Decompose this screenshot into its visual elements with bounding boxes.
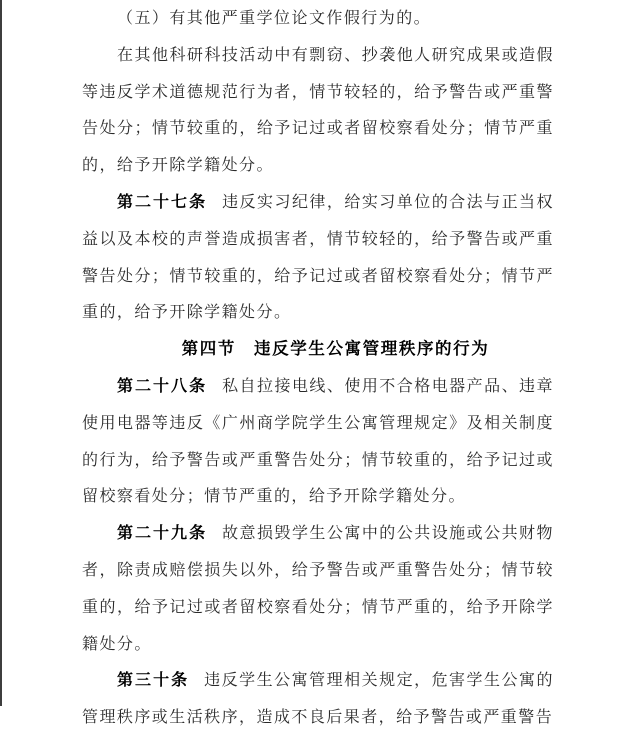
section-heading: 第四节 违反学生公寓管理秩序的行为 <box>181 339 490 359</box>
paragraph-list-item-5 <box>82 0 554 37</box>
article-number: 第二十八条 <box>117 375 208 395</box>
paragraph-article-27 <box>82 184 554 331</box>
article-number: 第二十七条 <box>117 191 208 211</box>
paragraph-text: 违反实习纪律，给实习单位的合法与正当权益以及本校的声誉造成损害者，情节较轻的，给予警告或严重警告处分；情节较重的，给予记过或者留校察看处分；情节严重的，给予开除学籍处分。 <box>82 191 554 322</box>
paragraph-academic-misconduct <box>82 37 554 184</box>
window-left-edge <box>0 0 2 706</box>
paragraph-article-30 <box>82 662 554 736</box>
paragraph-article-29 <box>82 515 554 662</box>
paragraph-text: 私自拉接电线、使用不合格电器产品、违章使用电器等违反《广州商学院学生公寓管理规定》及相关制度的行为，给予警告或严重警告处分；情节较重的，给予记过或留校察看处分；情节严重的，给予开除学籍处分。 <box>82 375 554 506</box>
article-number: 第三十条 <box>117 670 190 690</box>
paragraph-text: （五）有其他严重学位论文作假行为的。 <box>117 8 432 27</box>
document-content <box>82 0 554 736</box>
article-number: 第二十九条 <box>117 523 208 543</box>
paragraph-text: 故意损毁学生公寓中的公共设施或公共财物者，除责成赔偿损失以外，给予警告或严重警告处分；情节较重的，给予记过或者留校察看处分；情节严重的，给予开除学籍处分。 <box>82 523 554 653</box>
paragraph-text: 在其他科研科技活动中有剽窃、抄袭他人研究成果或造假等违反学术道德规范行为者，情节较轻的，给予警告或严重警告处分；情节较重的，给予记过或者留校察看处分；情节严重的，给予开除学籍处分。 <box>82 44 554 175</box>
paragraph-text: 违反学生公寓管理相关规定，危害学生公寓的管理秩序或生活秩序，造成不良后果者，给予警告或严重警告 <box>82 670 554 727</box>
paragraph-article-28 <box>82 368 554 515</box>
